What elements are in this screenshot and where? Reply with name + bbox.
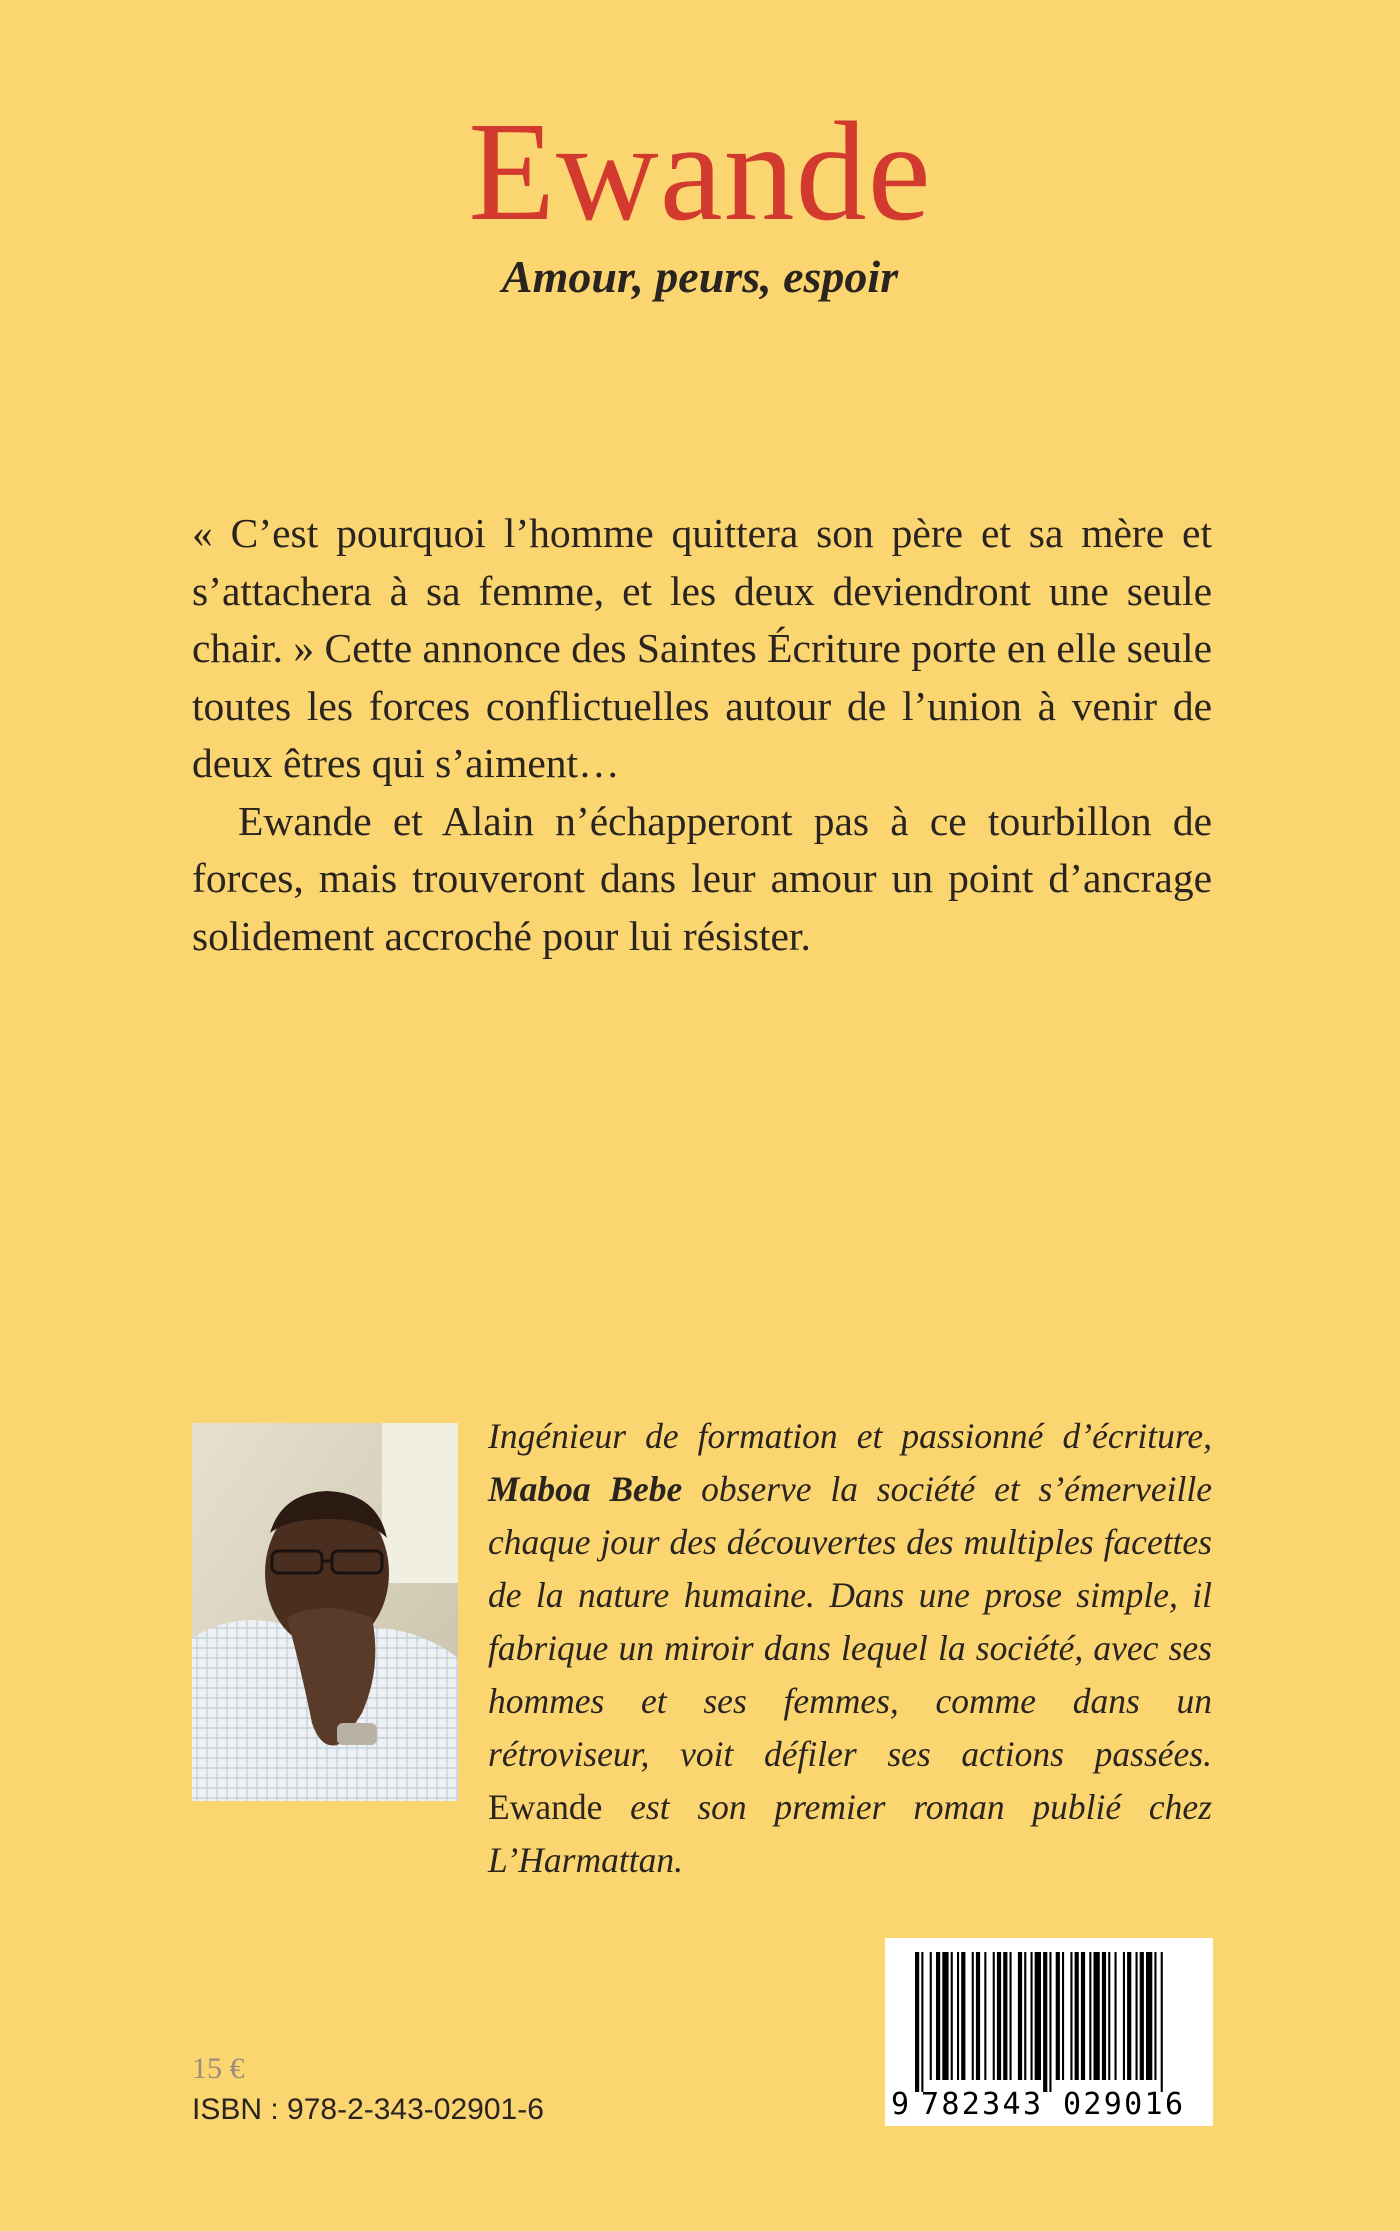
barcode-bar	[984, 1952, 986, 2080]
isbn: ISBN : 978-2-343-02901-6	[192, 2093, 544, 2126]
barcode-bar	[1031, 1952, 1033, 2080]
book-subtitle: Amour, peurs, espoir	[501, 251, 899, 302]
barcode-bar	[942, 1952, 948, 2080]
barcode-bar	[993, 1952, 995, 2080]
book-reference: Ewande	[488, 1787, 603, 1827]
barcode-bar	[1089, 1952, 1091, 2080]
barcode-bar	[1154, 1952, 1156, 2080]
barcode-bar	[915, 1952, 919, 2092]
barcode-bar	[1127, 1952, 1131, 2080]
barcode-digit-first: 9	[891, 2087, 910, 2122]
author-bio-intro: Ingénieur de formation et passionné d’écriture,	[488, 1416, 1212, 1456]
barcode-bar	[1108, 1952, 1110, 2080]
barcode-bar	[1010, 1952, 1012, 2080]
barcode-bar	[1136, 1952, 1138, 2080]
price: 15 €	[192, 2052, 245, 2085]
barcode-bar	[997, 1952, 1001, 2080]
barcode-bar	[1081, 1952, 1085, 2080]
barcode-bar	[1115, 1952, 1117, 2080]
barcode-bar	[930, 1952, 932, 2080]
barcode-bar	[1049, 1952, 1051, 2092]
barcode-bar	[1024, 1952, 1026, 2080]
author-bio-end: est son premier roman publié chez L’Harmattan.	[488, 1787, 1213, 1880]
barcode-bar	[921, 1952, 923, 2092]
barcode-bar	[1094, 1952, 1100, 2080]
back-cover-blurb	[192, 505, 1212, 965]
author-bio	[488, 1410, 1212, 1887]
barcode-bar	[1161, 1952, 1163, 2092]
barcode-bar	[1062, 1952, 1064, 2080]
barcode-bar	[1123, 1952, 1125, 2080]
barcode-bar	[1075, 1952, 1079, 2080]
blurb-paragraph-1: « C’est pourquoi l’homme quittera son père et sa mère et s’attachera à sa femme, et les deux deviendront une seule chair. » Cette annonce des Saintes Écriture porte en elle seule toutes les forces conflictuelles autour de l’union à venir de deux êtres qui s’aiment…	[192, 510, 1212, 786]
barcode-bar	[1070, 1952, 1072, 2080]
barcode-bar	[1140, 1952, 1144, 2080]
barcode-bar	[1056, 1952, 1060, 2080]
barcode-bar	[961, 1952, 965, 2080]
author-bio-middle: observe la société et s’émerveille chaque jour des découvertes des multiples facettes de la nature humaine. Dans une prose simple, il fabrique un miroir dans lequel la société, avec ses hommes et ses femmes, comme dans un rétroviseur, voit défiler ses actions passées.	[488, 1469, 1212, 1774]
barcode-bar	[1102, 1952, 1106, 2080]
barcode-bar	[936, 1952, 940, 2080]
blurb-paragraph-2: Ewande et Alain n’échapperont pas à ce tourbillon de forces, mais trouveront dans leur amour un point d’ancrage solidement accroché pour lui résister.	[192, 797, 1212, 959]
book-title: Ewande	[468, 92, 932, 250]
barcode-digits-right: 029016	[1063, 2087, 1183, 2122]
author-name: Maboa Bebe	[488, 1469, 683, 1509]
barcode-bar	[1146, 1952, 1152, 2080]
barcode-bar	[1035, 1952, 1041, 2080]
barcode-bar	[957, 1952, 959, 2080]
barcode-bar	[1018, 1952, 1022, 2080]
barcode-digits-left: 782343	[921, 2087, 1041, 2122]
author-photo	[192, 1423, 458, 1801]
barcode-bar	[1043, 1952, 1047, 2092]
barcode-bar	[972, 1952, 974, 2080]
barcode	[885, 1938, 1213, 2126]
barcode-bar	[951, 1952, 953, 2080]
barcode-bar	[976, 1952, 980, 2080]
barcode-bar	[1003, 1952, 1007, 2080]
